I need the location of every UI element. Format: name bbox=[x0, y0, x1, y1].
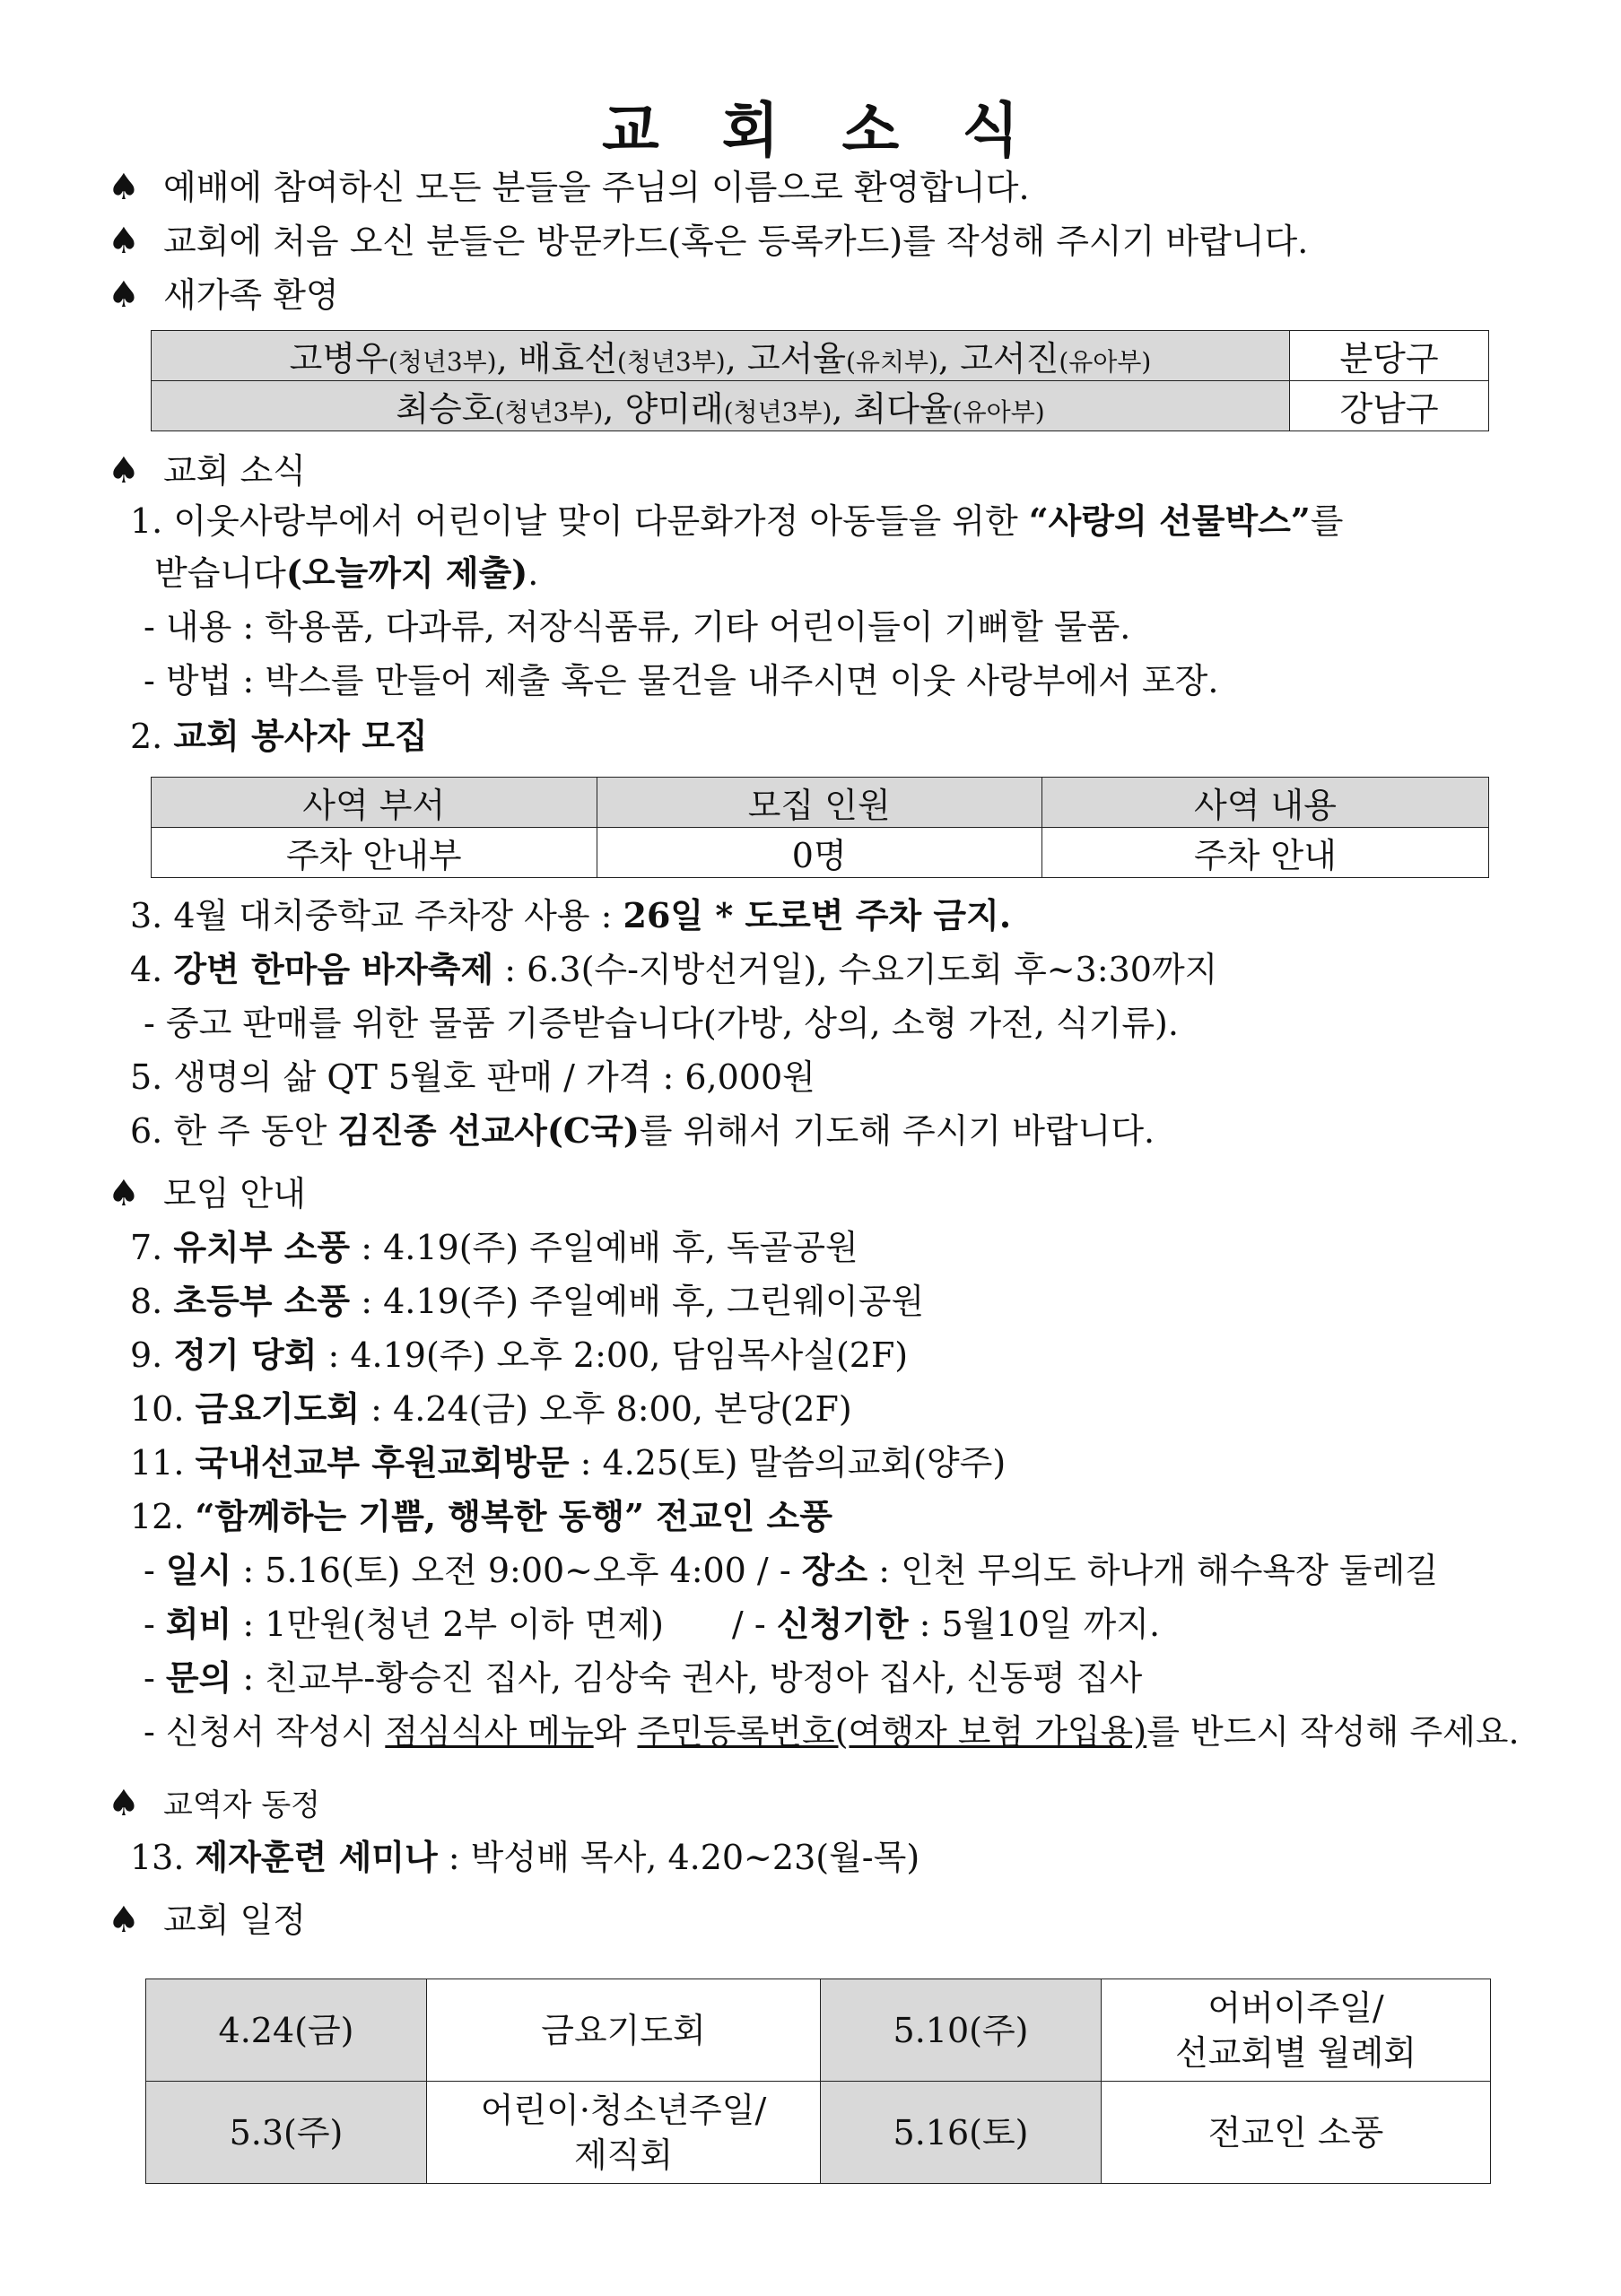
church-news-heading: ♠ 교회 소식 bbox=[108, 450, 306, 491]
ministers-heading: ♠ 교역자 동정 bbox=[108, 1783, 321, 1824]
spade-icon: ♠ bbox=[108, 274, 140, 316]
schedule-date: 4.24(금) bbox=[146, 1979, 427, 2082]
table-cell: 주차 안내 bbox=[1042, 828, 1489, 878]
spade-icon: ♠ bbox=[108, 221, 140, 262]
meeting-item-11: 11. 국내선교부 후원교회방문 : 4.25(토) 말씀의교회(양주) bbox=[130, 1442, 1007, 1483]
table-cell: 0명 bbox=[597, 828, 1042, 878]
new-family-table bbox=[151, 330, 1489, 431]
meeting-item-8: 8. 초등부 소풍 : 4.19(주) 주일예배 후, 그린웨이공원 bbox=[130, 1281, 925, 1321]
schedule-heading: ♠ 교회 일정 bbox=[108, 1900, 306, 1941]
spade-icon: ♠ bbox=[108, 1173, 140, 1214]
new-family-heading: ♠ 새가족 환영 bbox=[108, 274, 339, 316]
meeting-item-9: 9. 정기 당회 : 4.19(주) 오후 2:00, 담임목사실(2F) bbox=[130, 1335, 909, 1375]
new-family-names: 고병우(청년3부), 배효선(청년3부), 고서율(유치부), 고서진(유아부) bbox=[152, 331, 1290, 381]
meeting-item-7: 7. 유치부 소풍 : 4.19(주) 주일예배 후, 독골공원 bbox=[130, 1227, 858, 1267]
new-family-names: 최승호(청년3부), 양미래(청년3부), 최다율(유아부) bbox=[152, 381, 1290, 431]
news-item-5: 5. 생명의 삶 QT 5월호 판매 / 가격 : 6,000원 bbox=[130, 1057, 815, 1097]
spade-icon: ♠ bbox=[108, 1900, 140, 1941]
spade-icon: ♠ bbox=[108, 1783, 140, 1824]
picnic-note: - 신청서 작성시 점심식사 메뉴와 주민등록번호(여행자 보험 가입용)를 반드시 작성해 주세요. bbox=[144, 1712, 1520, 1752]
table-header: 사역 부서 bbox=[152, 778, 597, 828]
schedule-date: 5.16(토) bbox=[821, 2082, 1102, 2184]
schedule-date: 5.10(주) bbox=[821, 1979, 1102, 2082]
table-row bbox=[152, 828, 1489, 878]
table-row bbox=[146, 1979, 1491, 2082]
schedule-event: 어린이·청소년주일/ 제직회 bbox=[427, 2082, 821, 2184]
schedule-event: 어버이주일/ 선교회별 월례회 bbox=[1102, 1979, 1491, 2082]
meetings-heading: ♠ 모임 안내 bbox=[108, 1173, 306, 1214]
schedule-table bbox=[145, 1979, 1491, 2184]
spade-icon: ♠ bbox=[108, 167, 140, 208]
news-item-1-content: - 내용 : 학용품, 다과류, 저장식품류, 기타 어린이들이 기뻐할 물품. bbox=[144, 607, 1131, 647]
table-row bbox=[152, 381, 1489, 431]
news-item-4: 4. 강변 한마음 바자축제 : 6.3(수-지방선거일), 수요기도회 후~3:30까지 bbox=[130, 949, 1218, 989]
picnic-fee-deadline: - 회비 : 1만원(청년 2부 이하 면제) / - 신청기한 : 5월10일 까지. bbox=[144, 1604, 1161, 1644]
news-item-1-cont: 받습니다(오늘까지 제출). bbox=[154, 552, 539, 593]
news-item-1-method: - 방법 : 박스를 만들어 제출 혹은 물건을 내주시면 이웃 사랑부에서 포장. bbox=[144, 661, 1219, 700]
welcome-line: ♠ 예배에 참여하신 모든 분들을 주님의 이름으로 환영합니다. bbox=[108, 167, 1030, 208]
spade-icon: ♠ bbox=[108, 450, 140, 491]
meeting-item-12: 12. “함께하는 기쁨, 행복한 동행” 전교인 소풍 bbox=[130, 1496, 832, 1536]
new-family-district: 분당구 bbox=[1290, 331, 1489, 381]
news-item-2: 2. 교회 봉사자 모집 bbox=[130, 716, 428, 756]
table-header: 사역 내용 bbox=[1042, 778, 1489, 828]
table-row bbox=[146, 2082, 1491, 2184]
page-title: 교회소식 bbox=[601, 96, 1083, 165]
schedule-date: 5.3(주) bbox=[146, 2082, 427, 2184]
table-header: 모집 인원 bbox=[597, 778, 1042, 828]
new-family-district: 강남구 bbox=[1290, 381, 1489, 431]
schedule-event: 전교인 소풍 bbox=[1102, 2082, 1491, 2184]
table-cell: 주차 안내부 bbox=[152, 828, 597, 878]
minister-item-13: 13. 제자훈련 세미나 : 박성배 목사, 4.20~23(월-목) bbox=[130, 1837, 920, 1877]
table-row bbox=[152, 331, 1489, 381]
picnic-inquiry: - 문의 : 친교부-황승진 집사, 김상숙 권사, 방정아 집사, 신동평 집사 bbox=[144, 1657, 1143, 1698]
volunteer-table bbox=[151, 777, 1489, 878]
schedule-event: 금요기도회 bbox=[427, 1979, 821, 2082]
news-item-1: 1. 이웃사랑부에서 어린이날 맞이 다문화가정 아동들을 위한 “사랑의 선물박스”를 bbox=[130, 500, 1344, 541]
news-item-3: 3. 4월 대치중학교 주차장 사용 : 26일 * 도로변 주차 금지. bbox=[130, 895, 1012, 935]
visitor-card-line: ♠ 교회에 처음 오신 분들은 방문카드(혹은 등록카드)를 작성해 주시기 바랍니다. bbox=[108, 221, 1309, 262]
picnic-date-place: - 일시 : 5.16(토) 오전 9:00~오후 4:00 / - 장소 : 인천 무의도 하나개 해수욕장 둘레길 bbox=[144, 1550, 1439, 1590]
table-row bbox=[152, 778, 1489, 828]
news-item-4-sub: - 중고 판매를 위한 물품 기증받습니다(가방, 상의, 소형 가전, 식기류). bbox=[144, 1004, 1179, 1043]
news-item-6: 6. 한 주 동안 김진종 선교사(C국)를 위해서 기도해 주시기 바랍니다. bbox=[130, 1110, 1155, 1151]
meeting-item-10: 10. 금요기도회 : 4.24(금) 오후 8:00, 본당(2F) bbox=[130, 1388, 852, 1429]
